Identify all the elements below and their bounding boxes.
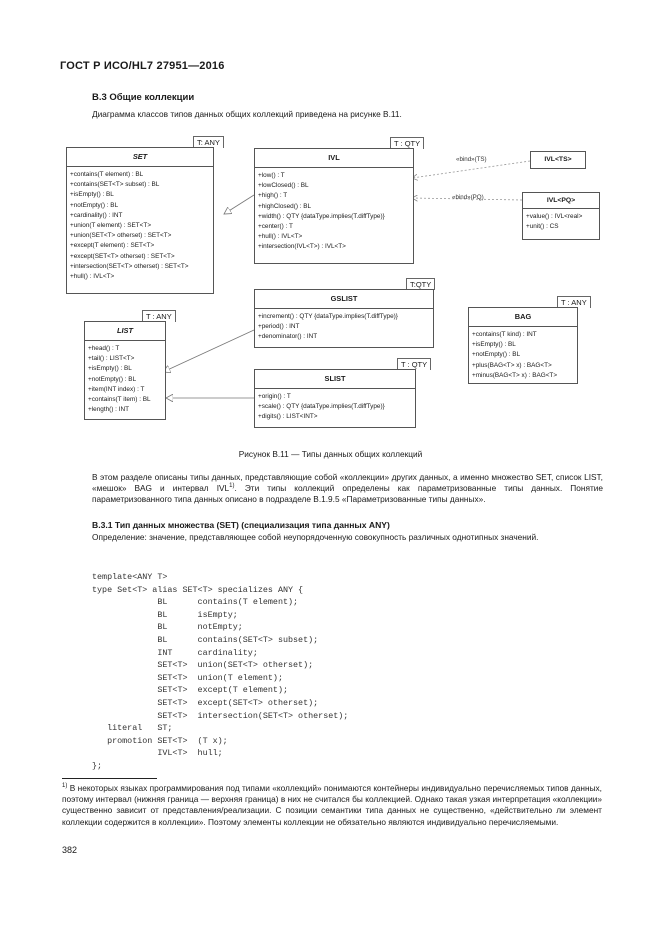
method-row: +notEmpty() : BL: [88, 375, 137, 383]
method-row: +origin() : T: [258, 393, 291, 400]
method-row: +increment() : QTY {dataType.implies(T.diffType)}: [258, 313, 398, 320]
code-line: literal ST;: [92, 723, 173, 734]
bind-pq-label: «bind»(PQ): [452, 194, 484, 201]
slist-type-param: T : QTY: [397, 358, 431, 370]
code-line: };: [92, 760, 103, 771]
method-row: +contains(SET<T> subset) : BL: [70, 181, 160, 189]
footnote-divider: [62, 778, 157, 779]
list-methods: [85, 341, 165, 415]
method-row: +minus(BAG<T> x) : BAG<T>: [472, 371, 558, 379]
footnote-mark: 1): [62, 783, 68, 790]
code-line: INT cardinality;: [92, 647, 258, 658]
slist-methods: [255, 389, 415, 423]
footnote-ref: 1): [229, 483, 235, 490]
code-line: IVL<T> hull;: [92, 748, 223, 759]
method-row: +period() : INT: [258, 323, 300, 331]
ivlts-class-name: IVL<TS>: [544, 156, 572, 163]
ivlpq-class-box: [522, 192, 600, 240]
ivl-generalization: [224, 195, 254, 214]
method-row: +value() : IVL<real>: [526, 213, 583, 220]
set-type-param: T: ANY: [193, 136, 224, 148]
code-line: SET<T> union(SET<T> otherset);: [92, 660, 314, 671]
bag-class-box: [468, 307, 578, 384]
method-row: +contains(T item) : BL: [88, 396, 151, 404]
code-line: BL isEmpty;: [92, 609, 238, 620]
standard-header: ГОСТ Р ИСО/HL7 27951—2016: [60, 60, 225, 72]
method-row: +notEmpty() : BL: [70, 201, 119, 209]
paragraph-collections: [92, 472, 603, 506]
gslist-methods: [255, 309, 433, 343]
list-class-box: [84, 321, 166, 420]
set-methods: [67, 167, 213, 282]
set-definition: Определение: значение, представляющее собой неупорядоченную совокупность различных однотипных значений.: [92, 532, 539, 542]
method-row: +item(INT index) : T: [88, 385, 145, 393]
section-title: B.3 Общие коллекции: [92, 92, 195, 103]
ivl-class-box: [254, 148, 414, 264]
method-row: +except(T element) : SET<T>: [70, 242, 155, 250]
method-row: +scale() : QTY {dataType.implies(T.diffType)}: [258, 403, 385, 411]
method-row: +contains(T element) : BL: [70, 171, 144, 178]
method-row: +union(T element) : SET<T>: [70, 222, 152, 230]
method-row: +contains(T kind) : INT: [472, 331, 537, 338]
method-row: +isEmpty() : BL: [70, 191, 114, 199]
ivl-type-param: T : QTY: [390, 137, 424, 149]
slist-class-box: [254, 369, 416, 428]
gslist-type-param: T:QTY: [406, 278, 435, 290]
footnote: [62, 783, 602, 828]
set-class-name: SET: [67, 148, 213, 167]
code-line: type Set<T> alias SET<T> specializes ANY {: [92, 584, 304, 595]
method-row: +isEmpty() : BL: [88, 365, 132, 373]
method-row: +center() : T: [258, 223, 293, 231]
method-row: +width() : QTY {dataType.implies(T.diffType)}: [258, 212, 385, 220]
method-row: +except(SET<T> otherset) : SET<T>: [70, 252, 175, 260]
code-line: template<ANY T>: [92, 572, 168, 582]
method-row: +length() : INT: [88, 406, 130, 414]
bag-methods: [469, 327, 577, 381]
code-line: BL contains(SET<T> subset);: [92, 634, 319, 645]
method-row: +union(SET<T> otherset) : SET<T>: [70, 232, 172, 240]
method-row: +lowClosed() : BL: [258, 182, 309, 190]
bag-type-param: T : ANY: [557, 296, 591, 308]
code-line: SET<T> except(T element);: [92, 685, 289, 696]
method-row: +denominator() : INT: [258, 333, 318, 341]
paragraph-text-before: В этом разделе описаны типы данных, представляющие собой «коллекции» других данных, а именно множество SET, список LIST, «мешок» BAG и интервал IVL: [92, 472, 603, 494]
code-line: promotion SET<T> (T x);: [92, 735, 228, 746]
method-row: +intersection(SET<T> otherset) : SET<T>: [70, 262, 189, 270]
figure-caption: Рисунок B.11 — Типы данных общих коллекций: [238, 449, 423, 459]
ivlpq-methods: [523, 209, 599, 232]
code-line: SET<T> except(SET<T> otherset);: [92, 697, 319, 708]
page-number: 382: [62, 845, 78, 855]
code-line: BL contains(T element);: [92, 597, 299, 608]
method-row: +unit() : CS: [526, 223, 559, 231]
class-diagram: [0, 0, 661, 440]
footnote-text: В некоторых языках программирования под типами «коллекций» понимаются контейнеры индивидуально перечисляемых типов данных, поэтому интервал (нижняя граница — верхняя граница) в них не считался бы коллекцией. Однако такая узкая интерпретация «коллекции» существенно зависит от представления/реализации. С позиции семантики типа данных не существенно, «действительно ли элемент коллекции содержится в коллекции». Поэтому элементы коллекции не обязательно являются индивидуально перечисляемыми.: [62, 783, 602, 827]
bag-class-name: BAG: [469, 308, 577, 327]
code-line: SET<T> union(T element);: [92, 672, 283, 683]
method-row: +notEmpty() : BL: [472, 351, 521, 359]
method-row: +high() : T: [258, 192, 288, 200]
method-row: +hull() : IVL<T>: [70, 273, 115, 281]
method-row: +head() : T: [88, 345, 120, 352]
method-row: +plus(BAG<T> x) : BAG<T>: [472, 361, 552, 369]
ivlts-class-box: [530, 151, 586, 169]
subsection-title: B.3.1 Тип данных множества (SET) (специализация типа данных ANY): [92, 520, 390, 530]
gslist-class-box: [254, 289, 434, 348]
method-row: +tail() : LIST<T>: [88, 355, 135, 363]
gslist-generalization: [163, 330, 254, 372]
ivl-class-name: IVL: [255, 149, 413, 168]
code-line: SET<T> intersection(SET<T> otherset);: [92, 710, 349, 721]
slist-class-name: SLIST: [255, 370, 415, 389]
method-row: +cardinality() : INT: [70, 211, 123, 219]
section-intro: Диаграмма классов типов данных общих коллекций приведена на рисунке B.11.: [92, 109, 402, 119]
code-line: BL notEmpty;: [92, 622, 243, 633]
paragraph-text-after: . Эти типы коллекций определены как параметризованные типы данных. Понятие параметризованного типа данных описано в подразделе B.1.9.5 «Параметризованные типы данных».: [92, 483, 604, 505]
method-row: +intersection(IVL<T>) : IVL<T>: [258, 243, 346, 251]
bind-ts-line: [412, 161, 530, 178]
ivl-methods: [255, 168, 413, 253]
code-listing: [92, 571, 348, 773]
list-type-param: T : ANY: [142, 310, 176, 322]
list-class-name: LIST: [85, 322, 165, 341]
method-row: +isEmpty() : BL: [472, 341, 516, 349]
method-row: +highClosed() : BL: [258, 202, 312, 210]
method-row: +hull() : IVL<T>: [258, 233, 303, 241]
gslist-class-name: GSLIST: [255, 290, 433, 309]
set-class-box: [66, 147, 214, 294]
bind-ts-label: «bind»(TS): [456, 156, 487, 163]
method-row: +digits() : LIST<INT>: [258, 413, 318, 421]
ivlpq-class-name: IVL<PQ>: [523, 193, 599, 209]
method-row: +low() : T: [258, 172, 285, 179]
